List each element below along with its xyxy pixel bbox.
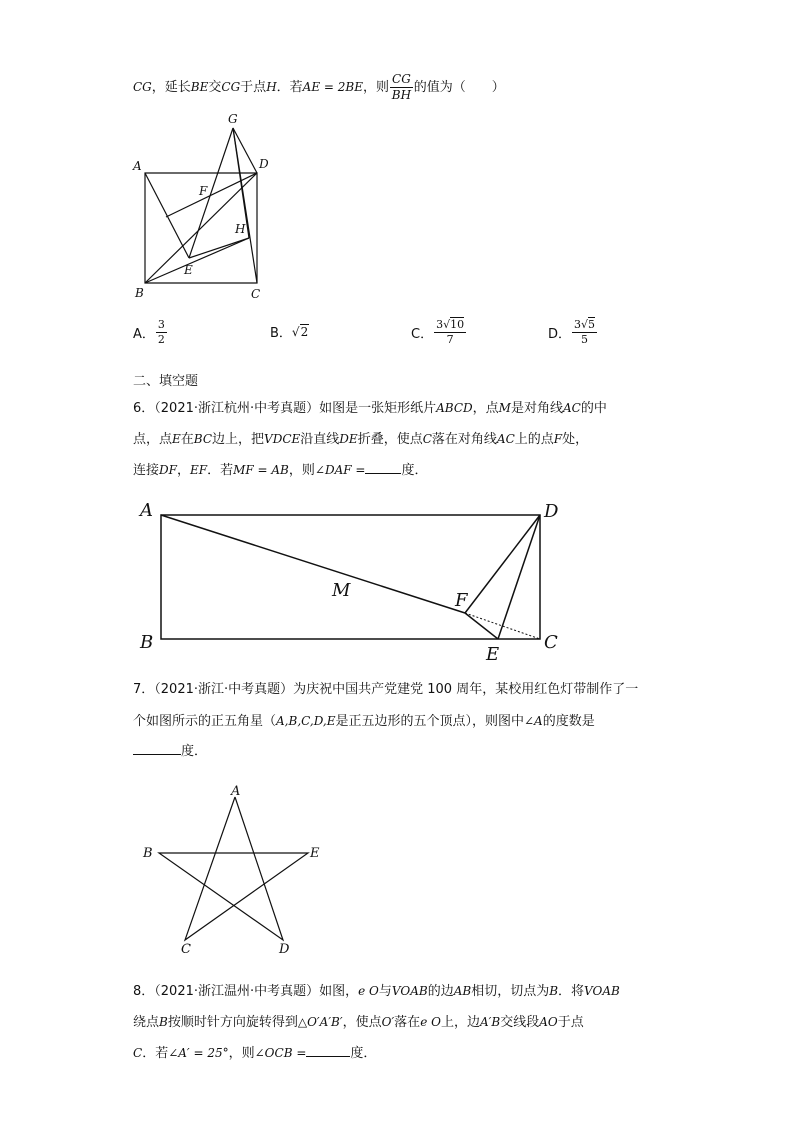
coef: 3 [436, 318, 444, 331]
text: 于点 [557, 1015, 584, 1030]
label-F: F [455, 590, 468, 611]
math: AC [496, 432, 515, 446]
radicand: 2 [300, 324, 309, 339]
text: 折叠，使点 [357, 432, 423, 447]
math: AB [453, 984, 472, 998]
q8-line2 [133, 1012, 584, 1033]
label-E: E [310, 846, 320, 861]
text: ，则 [363, 80, 390, 95]
text: 度． [181, 744, 208, 759]
math: ∠A′ = 25° [168, 1046, 229, 1060]
math: C [133, 1046, 143, 1060]
text: ，延长 [151, 80, 191, 95]
math: ABCD [436, 401, 473, 415]
label-B: B [143, 846, 153, 861]
label-B: B [135, 286, 144, 300]
label-G: G [228, 112, 238, 126]
numerator: CG [392, 72, 411, 86]
option-letter: D． [548, 327, 572, 342]
math: VDCE [264, 432, 301, 446]
label-A: A [231, 784, 241, 799]
text: 个如图所示的正五角星（ [133, 714, 277, 729]
text: ，则 [228, 1046, 255, 1061]
coef: 3 [574, 318, 582, 331]
label-E: E [486, 644, 500, 665]
denominator: 5 [581, 333, 589, 346]
text: 6．（2021·浙江杭州·中考真题）如图是一张矩形纸片 [133, 401, 437, 416]
text: 相切，切点为 [471, 984, 550, 999]
math: AO [539, 1015, 558, 1029]
numerator: 3√10 [436, 318, 465, 331]
math: e O [420, 1015, 441, 1029]
text: 连接 [133, 463, 160, 478]
text: 处， [562, 432, 589, 447]
label-E: E [184, 263, 193, 277]
math: B [159, 1015, 168, 1029]
label-D: D [544, 501, 559, 522]
text: 的度数是 [542, 714, 595, 729]
math: M [498, 401, 511, 415]
label-A: A [133, 159, 142, 173]
sqrt: √2 [291, 324, 309, 339]
q8-line3 [133, 1043, 376, 1064]
text: 8．（2021·浙江温州·中考真题）如图， [133, 984, 359, 999]
label-M: M [332, 580, 351, 601]
math: BC [193, 432, 213, 446]
answer-blank[interactable] [306, 1044, 350, 1057]
text: 与 [378, 984, 392, 999]
label-C: C [251, 287, 261, 301]
text: 交 [208, 80, 222, 95]
option-letter: B． [270, 326, 292, 341]
math: A′B [479, 1015, 501, 1029]
text: 上的点 [514, 432, 554, 447]
text: 落在 [394, 1015, 421, 1030]
label-D: D [259, 157, 269, 171]
text: ．若 [207, 463, 234, 478]
math: A,B,C,D,E [276, 714, 336, 728]
math: EF [189, 463, 208, 477]
math: CG [133, 80, 152, 94]
text: ．若 [276, 80, 303, 95]
text: 边上，把 [212, 432, 265, 447]
denominator: BH [391, 88, 412, 102]
option-letter: A． [133, 327, 155, 342]
math: F [553, 432, 563, 446]
text: 绕点 [133, 1015, 160, 1030]
option-letter: C． [411, 327, 434, 342]
math: C [422, 432, 432, 446]
label-C: C [181, 942, 191, 957]
q7-line1: 7．（2021·浙江·中考真题）为庆祝中国共产党建党 100 周年，某校用红色灯带制作了一 [133, 682, 639, 697]
math: DF [159, 463, 177, 477]
math: B [549, 984, 559, 998]
numerator: 3√5 [574, 318, 596, 331]
text: 沿直线 [300, 432, 340, 447]
denominator: 2 [157, 333, 165, 346]
text: ，使点 [342, 1015, 382, 1030]
text: ．将 [558, 984, 585, 999]
math: VOAB [391, 984, 428, 998]
math: ∠OCB = [254, 1046, 307, 1060]
text: 度． [350, 1046, 377, 1061]
math: H [266, 80, 277, 94]
label-F: F [199, 184, 208, 198]
math: CG [221, 80, 241, 94]
text: 的边 [427, 984, 454, 999]
radicand: 5 [588, 318, 596, 331]
math: AC [562, 401, 581, 415]
numerator: 3 [157, 318, 165, 331]
text: 度． [401, 463, 428, 478]
section-heading: 二、填空题 [133, 374, 199, 389]
math: VOAB [584, 984, 620, 998]
text: 在 [180, 432, 194, 447]
math: O′ [381, 1015, 395, 1029]
math: AE = 2BE [302, 80, 363, 94]
text: ，点 [472, 401, 499, 416]
text: 点，点 [133, 432, 173, 447]
math: E [172, 432, 181, 446]
label-A: A [140, 500, 153, 521]
math: BE [190, 80, 209, 94]
math: ∠A [523, 714, 543, 728]
text: ，则 [288, 463, 315, 478]
text: 是对角线 [510, 401, 563, 416]
denominator: 7 [446, 333, 454, 346]
math: ∠DAF = [314, 463, 366, 477]
math: DE [339, 432, 358, 446]
label-B: B [140, 632, 154, 653]
q8-line1 [133, 981, 620, 1002]
text: 是正五边形的五个顶点），则图中 [335, 714, 524, 729]
label-C: C [544, 632, 558, 653]
text: 的中 [580, 401, 607, 416]
label-H: H [235, 222, 246, 236]
text: 于点 [240, 80, 267, 95]
text: 的值为（ ） [413, 80, 505, 95]
math: MF = AB [233, 463, 289, 477]
label-D: D [279, 942, 290, 957]
text: ．若 [142, 1046, 169, 1061]
text: 交线段 [500, 1015, 540, 1030]
math: e O [358, 984, 379, 998]
text: 落在对角线 [431, 432, 497, 447]
radicand: 10 [450, 318, 465, 331]
text: ， [176, 463, 190, 478]
text: 上，边 [440, 1015, 480, 1030]
text: 按顺时针方向旋转得到 [167, 1015, 298, 1030]
math: △O′A′B′ [297, 1015, 343, 1029]
